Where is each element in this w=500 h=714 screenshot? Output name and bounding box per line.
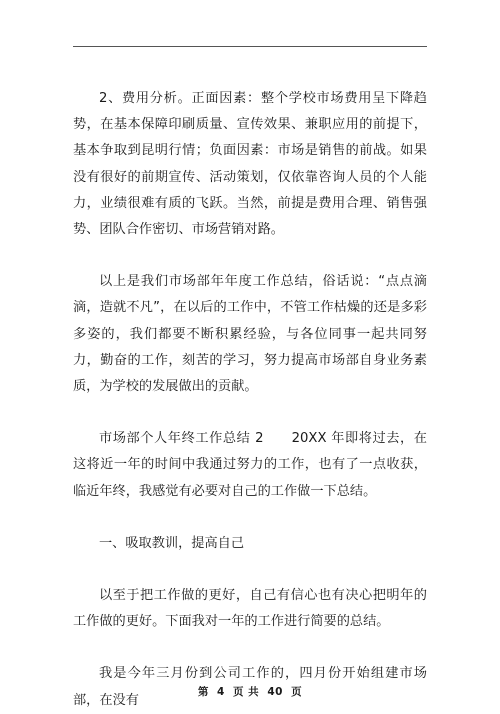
paragraph-cost-analysis: 2、费用分析。正面因素：整个学校市场费用呈下降趋势，在基本保障印刷质量、宣传效果、兼职应用的前提下，基本争取到昆明行情；负面因素：市场是销售的前战。如果没有很好的前期宣传、活动策划，仅依靠咨询人员的个人能力，业绩很难有质的飞跃。当然，前提是费用合理、销售强势、团队合作密切、市场营销对路。 — [73, 91, 427, 238]
paragraph-joined-company: 我是今年三月份到公司工作的，四月份开始组建市场部，在没有 — [73, 666, 427, 708]
section-heading-lessons: 一、吸取教训，提高自己 — [99, 535, 245, 551]
page-number-footer — [0, 684, 500, 699]
paragraph-confidence: 以至于把工作做的更好，自己有信心也有决心把明年的工作做的更好。下面我对一年的工作进行简要的总结。 — [73, 588, 427, 630]
footer-middle: 页 共 — [233, 686, 260, 698]
footer-current-page: 4 — [217, 686, 225, 698]
paragraph-year-end-intro: 市场部个人年终工作总结 2 20XX 年即将过去，在这将近一年的时间中我通过努力的工作，也有了一点收获，临近年终，我感觉有必要对自己的工作做一下总结。 — [73, 431, 427, 499]
header-divider — [73, 46, 427, 47]
footer-total-pages: 40 — [267, 686, 283, 698]
document-body — [73, 86, 427, 714]
footer-suffix: 页 — [291, 686, 303, 698]
footer-prefix: 第 — [197, 686, 209, 698]
paragraph-summary: 以上是我们市场部年年度工作总结，俗话说：“点点滴滴，造就不凡”，在以后的工作中，不管工作枯燥的还是多彩多姿的，我们都要不断积累经验，与各位同事一起共同努力，勤奋的工作，刻苦的学习，努力提高市场部自身业务素质，为学校的发展做出的贡献。 — [73, 274, 427, 395]
